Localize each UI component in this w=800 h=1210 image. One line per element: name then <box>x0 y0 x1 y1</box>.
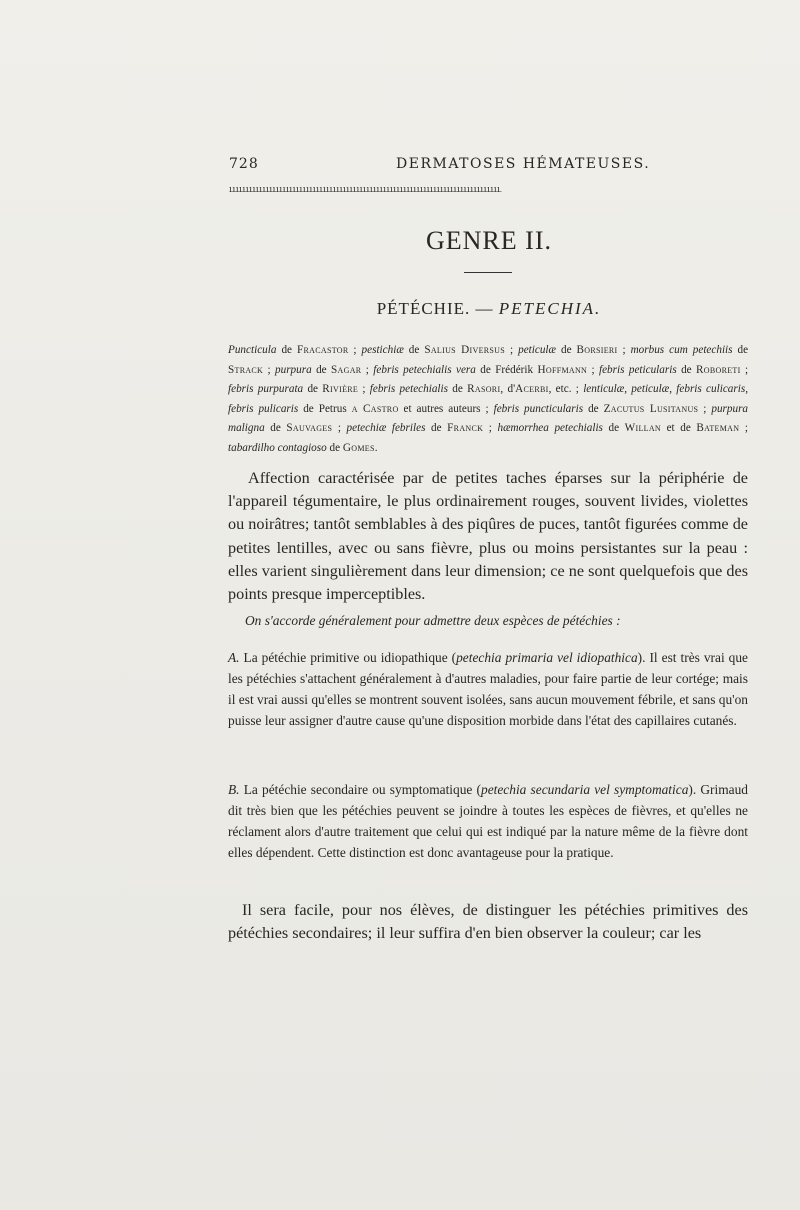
synonymy-text: ; <box>587 363 599 376</box>
species-item-b <box>228 780 748 864</box>
species-intro-paragraph <box>228 611 748 631</box>
author-name: Strack <box>228 363 264 376</box>
author-name: Franck <box>447 422 484 434</box>
synonymy-text: , d' <box>500 383 516 395</box>
item-b-latin: petechia secundaria vel symptomatica <box>481 782 689 797</box>
latin-term: purpura maligna <box>228 402 749 434</box>
synonymy-text: de <box>602 422 625 434</box>
latin-term: petechiæ febriles <box>346 422 426 434</box>
synonymy-text: de <box>676 363 697 376</box>
item-a-latin: petechia primaria vel idiopathica <box>456 650 638 665</box>
latin-term: febris purpurata <box>228 383 304 395</box>
section-title-roman: PÉTÉCHIE. — <box>376 299 494 318</box>
section-title-italic: PETECHIA. <box>498 299 602 318</box>
synonymy-text: de Petrus <box>298 402 352 415</box>
definition-paragraph: Affection caractérisée par de petites taches éparses sur la périphérie de l'appareil tégumentaire, le plus ordinairement rouges, souvent livides, violettes ou noirâtres; tantôt semblables à des piqûres de puces, tantôt figurées comme de petites lentilles, avec ou sans fièvre, plus ou moins persistantes sur la peau : elles varient singulièrement dans leur dimension; ce ne sont quelquefois que des points presque imperceptibles. <box>228 469 748 604</box>
synonymy-text: de Frédérik <box>475 363 538 376</box>
item-a-lead: La pétéchie primitive ou idiopathique ( <box>239 650 457 665</box>
latin-term: hæmorrhea petechialis <box>497 422 603 434</box>
synonymy-text: ; <box>698 402 712 415</box>
latin-term: febris peticularis <box>598 363 677 376</box>
author-name: Zacutus Lusitanus <box>603 402 699 415</box>
author-name: Willan <box>624 422 661 434</box>
section-title <box>229 299 749 319</box>
synonymy-paragraph <box>228 341 748 458</box>
synonymy-text: ; <box>740 363 749 376</box>
synonymy-text: ; <box>739 422 748 434</box>
synonymy-text: et autres auteurs ; <box>398 402 494 415</box>
author-name: Sagar <box>331 363 362 376</box>
author-name: Rivière <box>322 383 359 395</box>
page-number: 728 <box>229 156 259 172</box>
author-name: a Castro <box>351 402 399 415</box>
synonymy-text: ; <box>358 383 370 395</box>
synonymy-text: ; <box>505 344 519 356</box>
synonymy-text: ; <box>263 363 276 376</box>
latin-term: morbus cum petechiis <box>630 344 733 356</box>
synonymy-text: ; <box>483 422 498 434</box>
synonymy-text: de <box>303 383 323 395</box>
species-intro-text: On s'accorde généralement pour admettre deux espèces de pétéchies : <box>245 613 621 628</box>
item-b-text: ). Grimaud dit très bien que les pétéchies peuvent se joindre à toutes les espèces de fièvres, et qu'elles ne réclament alors d'autre traitement que celui qui est indiqué par la nature même de la fièvre dont elles dépendent. Cette distinction est donc avantageuse pour la pratique. <box>228 782 748 860</box>
synonymy-text: de <box>556 344 577 356</box>
synonymy-text: ; <box>617 344 631 356</box>
genre-heading: GENRE II. <box>426 226 552 255</box>
synonymy-text: de <box>403 344 425 356</box>
synonymy-text: de <box>448 383 468 395</box>
author-name: Fracastor <box>297 344 349 356</box>
latin-term: lenticulæ, peticulæ, febris culicaris, febris pulicaris <box>228 383 748 415</box>
author-name: Hoffmann <box>537 363 588 376</box>
synonymy-text: de <box>732 344 749 356</box>
item-a-text: ). Il est très vrai que les pétéchies s'attachent généralement à d'autres maladies, pour faire partie de leur cortége; mais il est vrai aussi qu'elles se montrent souvent isolées, sans aucun mouvement fébrile, et sans qu'on puisse leur assigner d'autre cause qu'une disposition morbide dans l'état des capillaires cutanés. <box>228 650 748 728</box>
ornamental-rule: ւււււււււււււււււււււււււււււււււււււււււււււււււււււււււււււււււււււււււււււււււ <box>229 186 501 194</box>
synonymy-text: de <box>583 402 604 415</box>
author-name: Rasori <box>467 383 501 395</box>
author-name: Bateman <box>696 422 740 434</box>
author-name: Roboreti <box>696 363 741 376</box>
latin-term: febris petechialis <box>369 383 448 395</box>
author-name: Borsieri <box>576 344 618 356</box>
latin-term: peticulæ <box>518 344 556 356</box>
synonymy-text: de <box>326 441 343 454</box>
synonymy-text: de <box>264 422 287 434</box>
synonymy-text: ; <box>348 344 362 356</box>
synonymy-text: ; <box>361 363 374 376</box>
latin-term: tabardilho contagioso <box>228 441 327 454</box>
author-name: Acerbi <box>515 383 549 395</box>
item-b-letter: B. <box>228 782 240 797</box>
closing-paragraph: Il sera facile, pour nos élèves, de distinguer les pétéchies primitives des pétéchies secondaires; il leur suffira d'en bien observer la couleur; car les <box>228 901 748 943</box>
species-item-a <box>228 648 748 732</box>
latin-term: febris petechialis vera <box>373 363 476 376</box>
heading-rule <box>464 272 512 273</box>
running-title: DERMATOSES HÉMATEUSES. <box>396 156 651 172</box>
latin-term: pestichiæ <box>361 344 404 356</box>
synonymy-text: , etc. ; <box>548 383 584 395</box>
synonymy-text: de <box>311 363 332 376</box>
synonymy-text: ; <box>332 422 347 434</box>
synonymy-text: . <box>374 441 378 454</box>
author-name: Salius Diversus <box>424 344 506 356</box>
latin-term: Puncticula <box>228 344 277 356</box>
author-name: Gomes <box>342 441 375 454</box>
latin-term: purpura <box>275 363 312 376</box>
synonymy-text: et de <box>661 422 697 434</box>
latin-term: febris puncticularis <box>493 402 584 415</box>
item-b-lead: La pétéchie secondaire ou symptomatique ( <box>239 782 481 797</box>
synonymy-text: de <box>276 344 297 356</box>
author-name: Sauvages <box>286 422 333 434</box>
synonymy-text: de <box>425 422 448 434</box>
item-a-letter: A. <box>228 650 240 665</box>
